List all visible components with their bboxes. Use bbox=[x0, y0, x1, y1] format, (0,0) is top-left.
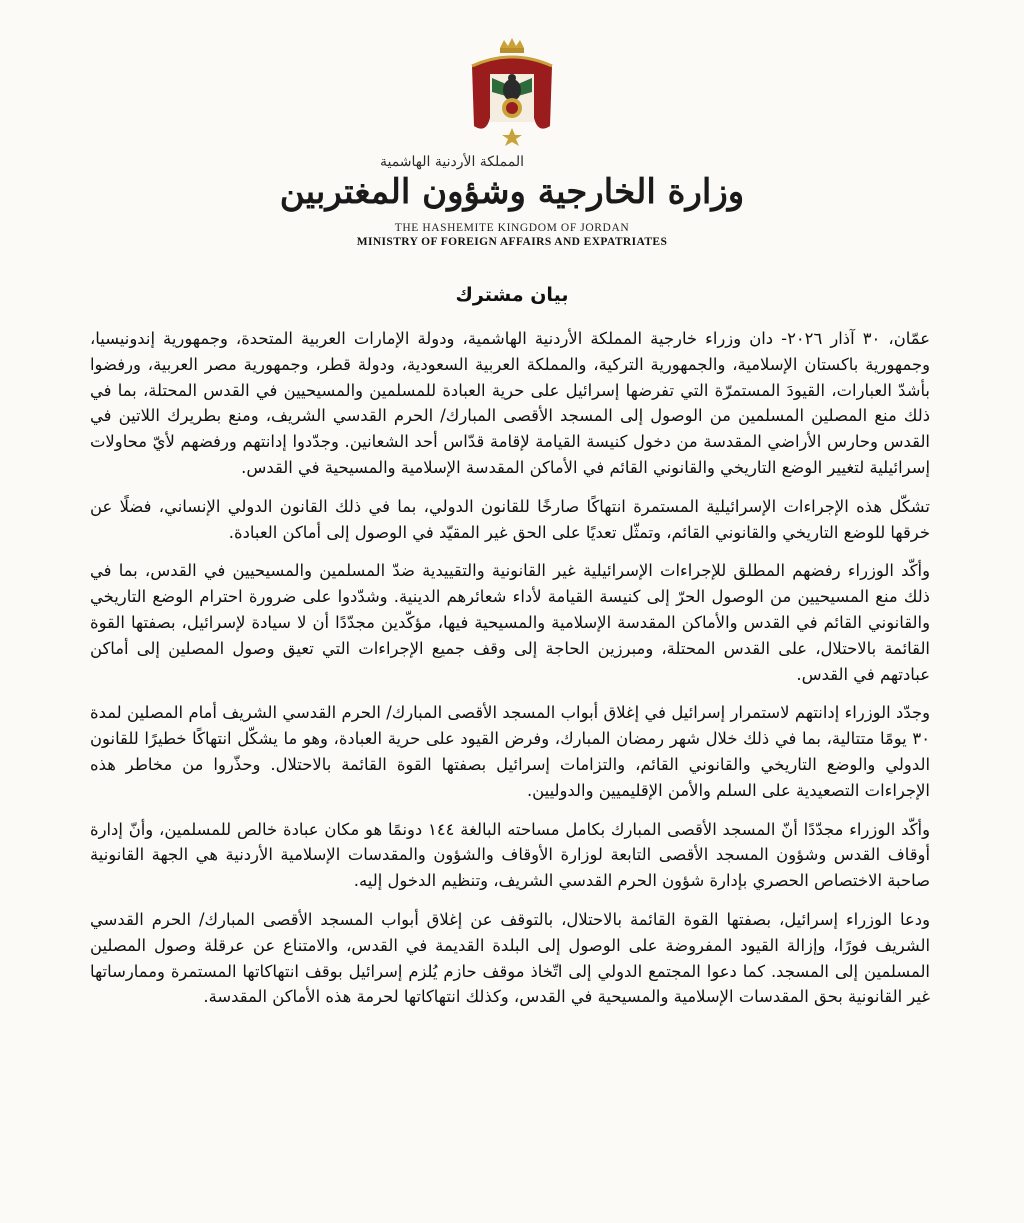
jordan-royal-coat-of-arms-icon bbox=[464, 38, 560, 146]
kingdom-name-english: THE HASHEMITE KINGDOM OF JORDAN bbox=[394, 222, 630, 234]
paragraph-1: عمّان، ٣٠ آذار ٢٠٢٦- دان وزراء خارجية المملكة الأردنية الهاشمية، ودولة الإمارات العربية المتحدة، وجمهورية إندونيسيا، وجمهورية باكستان الإسلامية، والجمهورية التركية، والمملكة العربية السعودية، ودولة قطر، وجمهورية مصر العربية، ورفضوا بأشدّ العبارات، القيودَ المستمرّة التي تفرضها إسرائيل على حرية العبادة للمسلمين والمسيحيين في القدس المحتلة، بما في ذلك منع المصلين المسلمين من الوصول إلى المسجد الأقصى المبارك/ الحرم القدسي الشريف، ومنع بطريرك اللاتين في القدس وحارس الأراضي المقدسة من دخول كنيسة القيامة لإقامة قدّاس أحد الشعانين. وجدّدوا إدانتهم ورفضهم لأيّ محاولات إسرائيلية لتغيير الوضع التاريخي والقانوني القائم في الأماكن المقدسة الإسلامية والمسيحية في القدس. bbox=[90, 329, 930, 477]
letterhead bbox=[0, 38, 1024, 248]
paragraph-5: وأكّد الوزراء مجدّدًا أنّ المسجد الأقصى المبارك بكامل مساحته البالغة ١٤٤ دونمًا هو مكان عبادة خالص للمسلمين، وأنّ إدارة أوقاف القدس وشؤون المسجد الأقصى التابعة لوزارة الأوقاف والشؤون والمقدسات الإسلامية الأردنية هي الجهة القانونية صاحبة الاختصاص الحصري بإدارة شؤون الحرم القدسي الشريف، وتنظيم الدخول إليه. bbox=[90, 819, 930, 891]
paragraph-6: ودعا الوزراء إسرائيل، بصفتها القوة القائمة بالاحتلال، بالتوقف عن إغلاق أبواب المسجد الأقصى المبارك/ الحرم القدسي الشريف فورًا، وإزالة القيود المفروضة على الوصول إلى البلدة القديمة في القدس، والامتناع عن عرقلة وصول المصلين المسلمين إلى المسجد. كما دعوا المجتمع الدولي إلى اتّخاذ موقف حازم يُلزم إسرائيل بوقف انتهاكاتها المستمرة وممارساتها غير القانونية بحق المقدسات الإسلامية والمسيحية في القدس، وكذلك انتهاكاتها لحرمة هذه الأماكن المقدسة. bbox=[90, 909, 930, 1007]
paragraph-4: وجدّد الوزراء إدانتهم لاستمرار إسرائيل في إغلاق أبواب المسجد الأقصى المبارك/ الحرم القدسي الشريف أمام المصلين لمدة ٣٠ يومًا متتالية، بما في ذلك خلال شهر رمضان المبارك، وفرض القيود على حرية العبادة، وهو ما يشكّل انتهاكًا خطيرًا للقانون الدولي والوضع التاريخي والقانوني القائم، والتزامات إسرائيل بصفتها القوة القائمة بالاحتلال. وحذّروا من مخاطر هذه الإجراءات التصعيدية على السلم والأمن الإقليميين والدوليين. bbox=[90, 703, 930, 800]
ministry-name-english: MINISTRY OF FOREIGN AFFAIRS AND EXPATRIATES bbox=[356, 236, 668, 248]
paragraph-2: تشكّل هذه الإجراءات الإسرائيلية المستمرة انتهاكًا صارخًا للقانون الدولي، بما في ذلك القانون الدولي الإنساني، فضلًا عن خرقها للوضع التاريخي والقانوني القائم، وتمثّل تعديًا على الحق غير المقيّد في الوصول إلى أماكن العبادة. bbox=[90, 496, 930, 542]
statement-body bbox=[90, 326, 930, 1023]
kingdom-name-arabic: المملكة الأردنية الهاشمية bbox=[379, 154, 525, 170]
ministry-name-arabic: وزارة الخارجية وشؤون المغتربين bbox=[279, 172, 745, 212]
document-title: بيان مشترك bbox=[455, 284, 569, 306]
paragraph-3: وأكّد الوزراء رفضهم المطلق للإجراءات الإسرائيلية غير القانونية والتقييدية ضدّ المسلمين والمسيحيين في القدس، بما في ذلك منع المسيحيين من الوصول الحرّ إلى كنيسة القيامة لأداء شعائرهم الدينية. وشدّدوا على ضرورة احترام الوضع التاريخي والقانوني القائم في القدس والأماكن المقدسة الإسلامية والمسيحية فيها، مؤكّدين مجدّدًا أن لا سيادة لإسرائيل، بصفتها القوة القائمة بالاحتلال، على القدس المحتلة، ومبرزين الحاجة إلى وقف جميع الإجراءات التي تعيق وصول المصلين إلى أماكن عبادتهم في القدس. bbox=[90, 561, 930, 684]
